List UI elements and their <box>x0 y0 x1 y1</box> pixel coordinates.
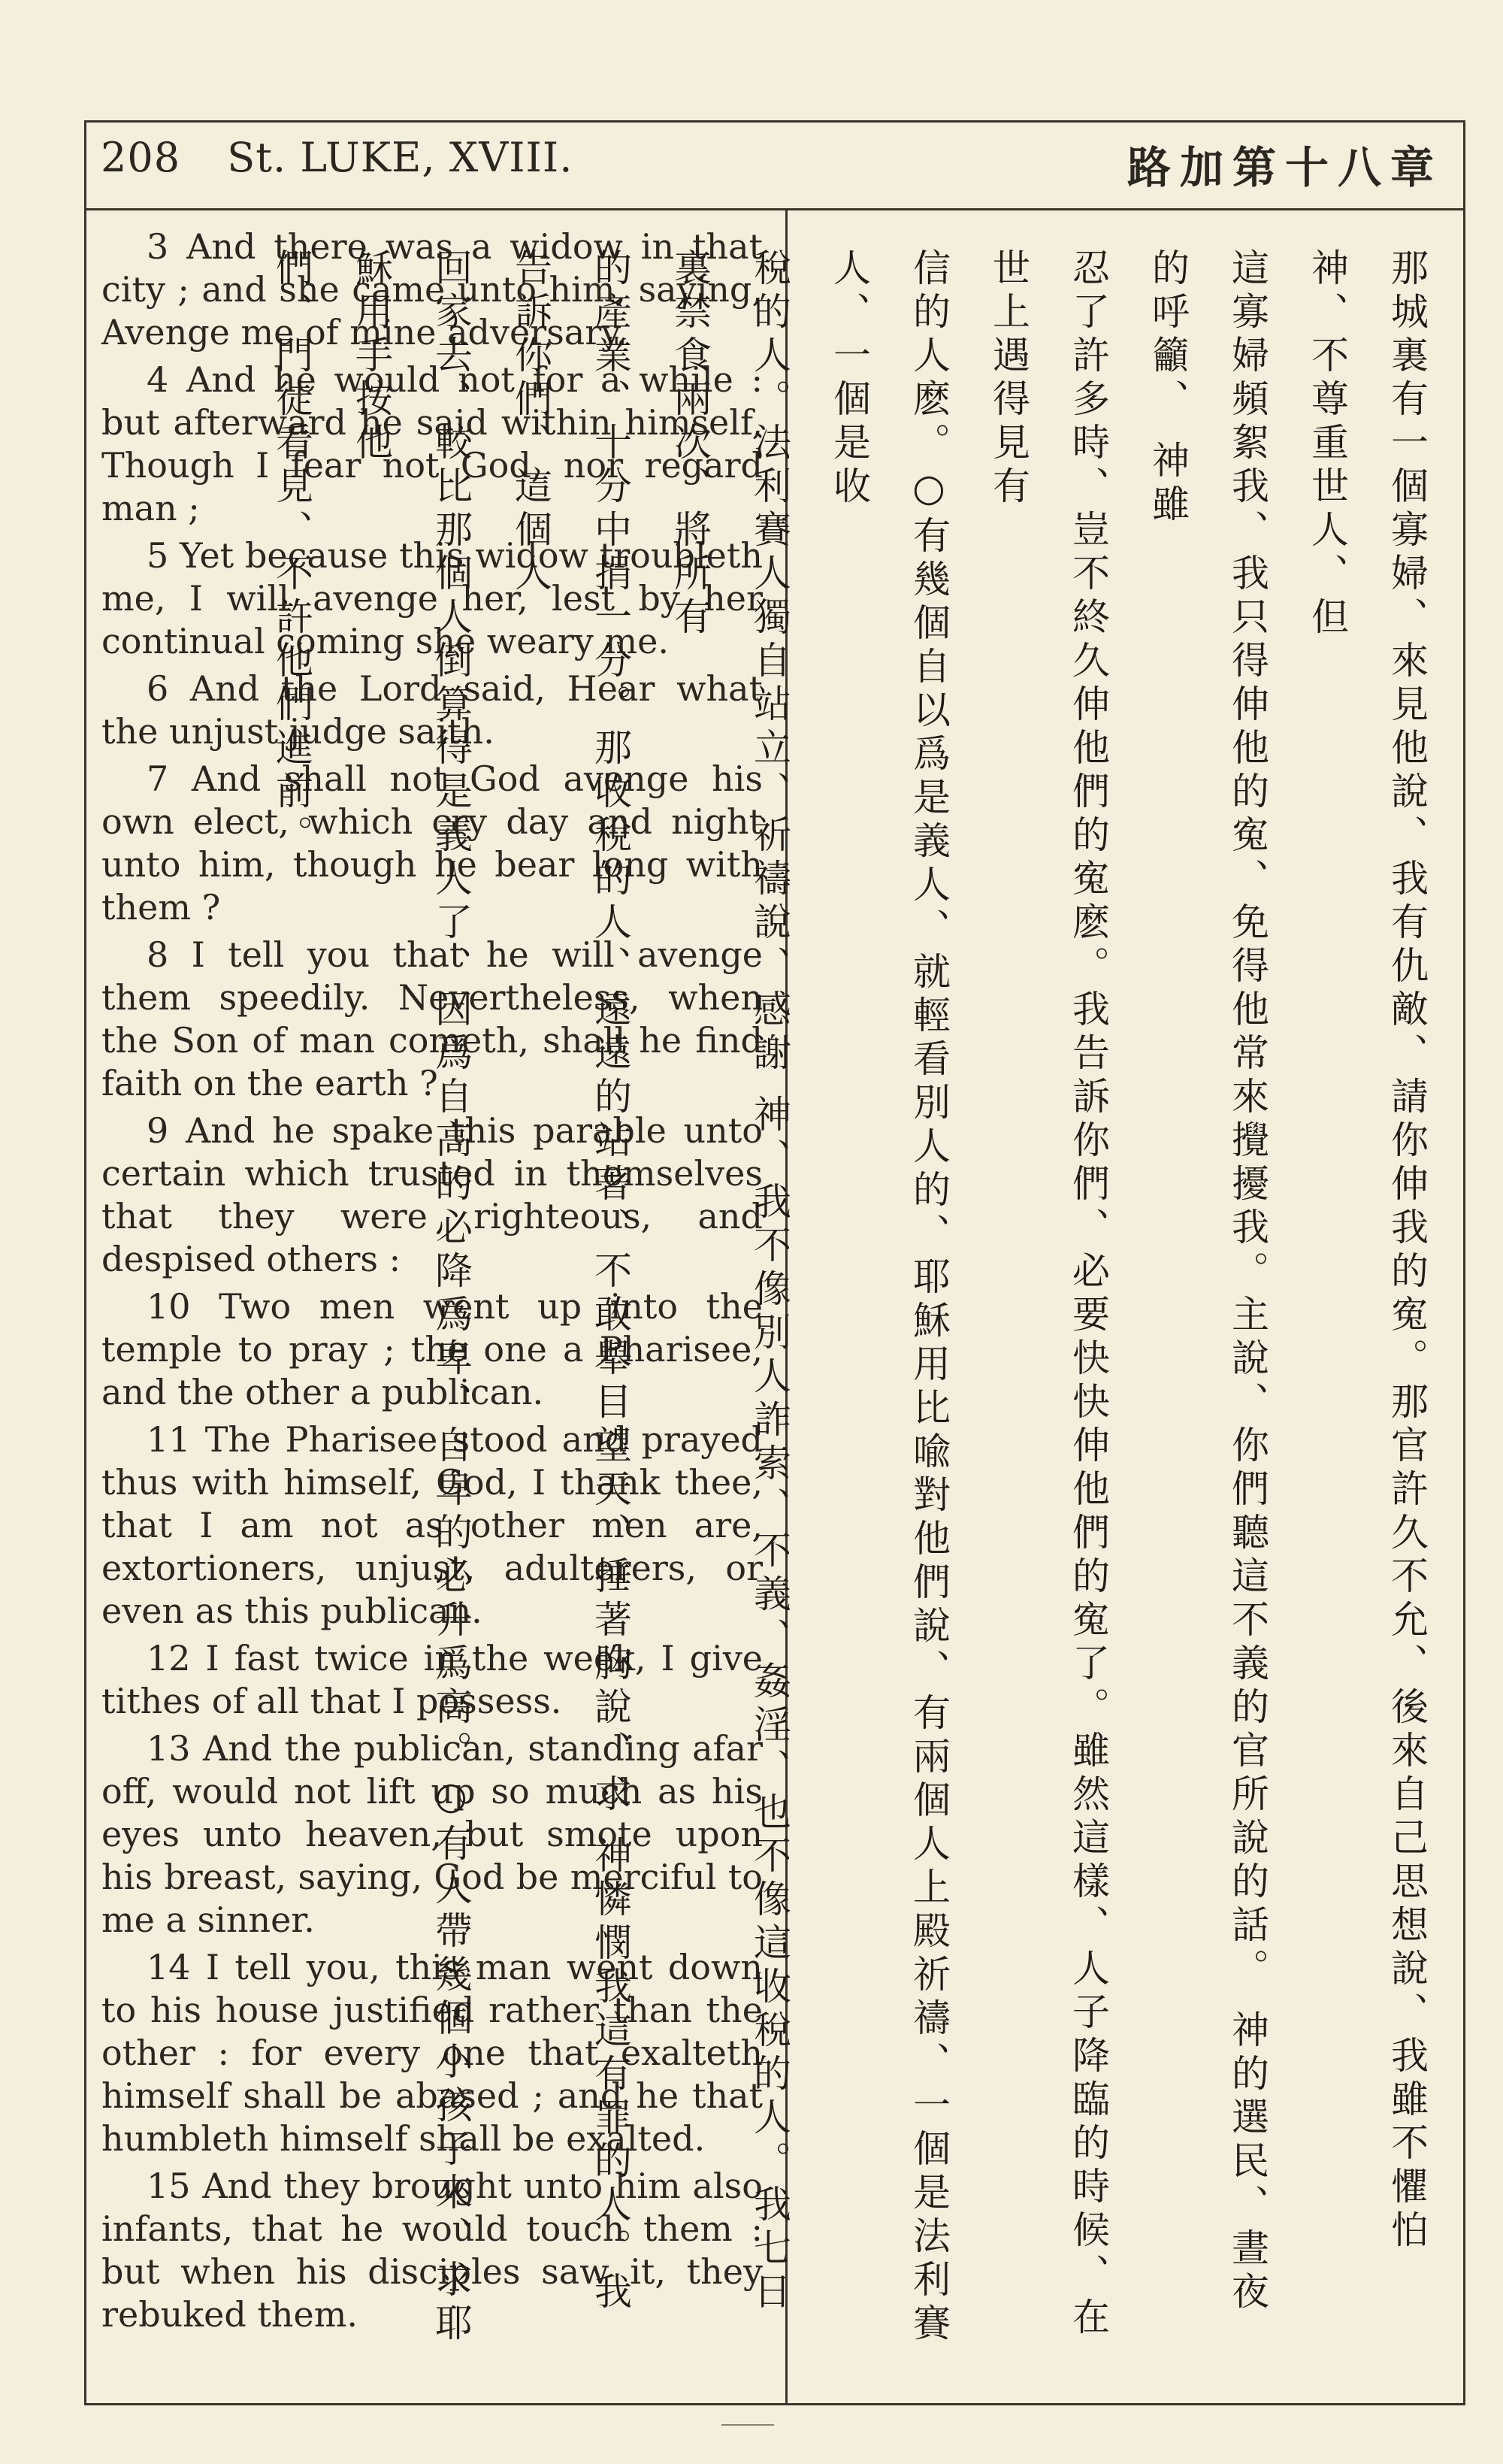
chinese-line-8: 們、門徒看見、不許他們進前。 <box>270 248 313 858</box>
chinese-running-title: 路加第十八章 <box>1126 142 1443 193</box>
verse-5: 5 Yet because this widow troubleth me, I will avenge her, lest by her continual coming she weary me. <box>101 535 763 661</box>
verse-12: 12 I fast twice in the week, I give tithes of all that I possess. <box>101 1638 763 1721</box>
verse-9: 9 And he spake this parable unto certain which trusted in themselves that they were righteous, and despised others : <box>101 1110 763 1279</box>
chinese-line-6: 的產業、十分中捐一分。那收稅的人、遠遠的站著、不敢舉目望天、捶著胸說、求 神憐憫我這有罪的人。我告訴你們、這個人 <box>509 248 632 2315</box>
footer-rule <box>721 2424 774 2426</box>
verse-3: 3 And there was a widow in that city ; and she came unto him, saying, Avenge me of mine adversary. <box>101 226 763 353</box>
verse-10: 10 Two men went up into the temple to pray ; the one a Pharisee, and the other a publican. <box>101 1286 763 1412</box>
chinese-line-5: 稅的人。法利賽人獨自站立、祈禱說、感謝 神、我不像別人詐索、不義、姦淫、也不像這收稅的人。我七日裏禁食兩次、將所有 <box>668 248 791 2315</box>
running-title: St. LUKE, XVIII. <box>227 134 573 181</box>
chinese-line-2: 這寡婦頻絮我、我只得伸他的寃、免得他常來攪擾我。主說、你們聽這不義的官所說的話。 神的選民、晝夜的呼籲、 神雖 <box>1146 248 1269 2315</box>
verse-7: 7 And shall not God avenge his own elect, which cry day and night unto him, though he bear long with them ? <box>101 758 763 928</box>
verse-6: 6 And the Lord said, Hear what the unjust judge saith. <box>101 668 763 752</box>
running-head-left <box>101 134 573 181</box>
page-number: 208 <box>101 134 181 181</box>
verse-15: 15 And they brought unto him also infants, that he would touch them : but when his disciples saw it, they rebuked them. <box>101 2166 763 2335</box>
page-header <box>84 120 1465 210</box>
verse-11: 11 The Pharisee stood and prayed thus with himself, God, I thank thee, that I am not as other men are, extortioners, unjust, adulterers, or even as this publican. <box>101 1419 763 1631</box>
chinese-line-3: 忍了許多時、豈不終久伸他們的寃麽。我告訴你們、必要快快伸他們的寃了。雖然這樣、人子降臨的時候、在世上遇得見有 <box>987 248 1110 2341</box>
verse-4: 4 And he would not for a while : but afterward he said within himself, Though I fear not God, nor regard man ; <box>101 359 763 528</box>
chinese-line-7: 回家去、較比那個人倒算得是義人了、因爲自高的必降爲卑、自卑的必升爲高。○有人帶幾個小孩子來、求耶穌用手按他 <box>349 248 473 2347</box>
verse-14: 14 I tell you, this man went down to his house justified rather than the other : for every one that exalteth himself shall be abased ; and he that humbleth himself shall be exalted. <box>101 1947 763 2159</box>
chinese-line-4: 信的人麽。○有幾個自以爲是義人、就輕看別人的、耶穌用比喩對他們說、有兩個人上殿祈禱、一個是法利賽人、一個是收 <box>827 248 951 2347</box>
verse-13: 13 And the publican, standing afar off, would not lift up so much as his eyes unto heaven, but smote upon his breast, saying, God be merciful to me a sinner. <box>101 1728 763 1940</box>
verse-8: 8 I tell you that he will avenge them speedily. Nevertheless, when the Son of man cometh, shall he find faith on the earth ? <box>101 934 763 1103</box>
chinese-line-1: 那城裏有一個寡婦、來見他說、我有仇敵、請你伸我的寃。那官許久不允、後來自己思想說、我雖不懼怕 神、不尊重世人、但 <box>1305 248 1429 2254</box>
